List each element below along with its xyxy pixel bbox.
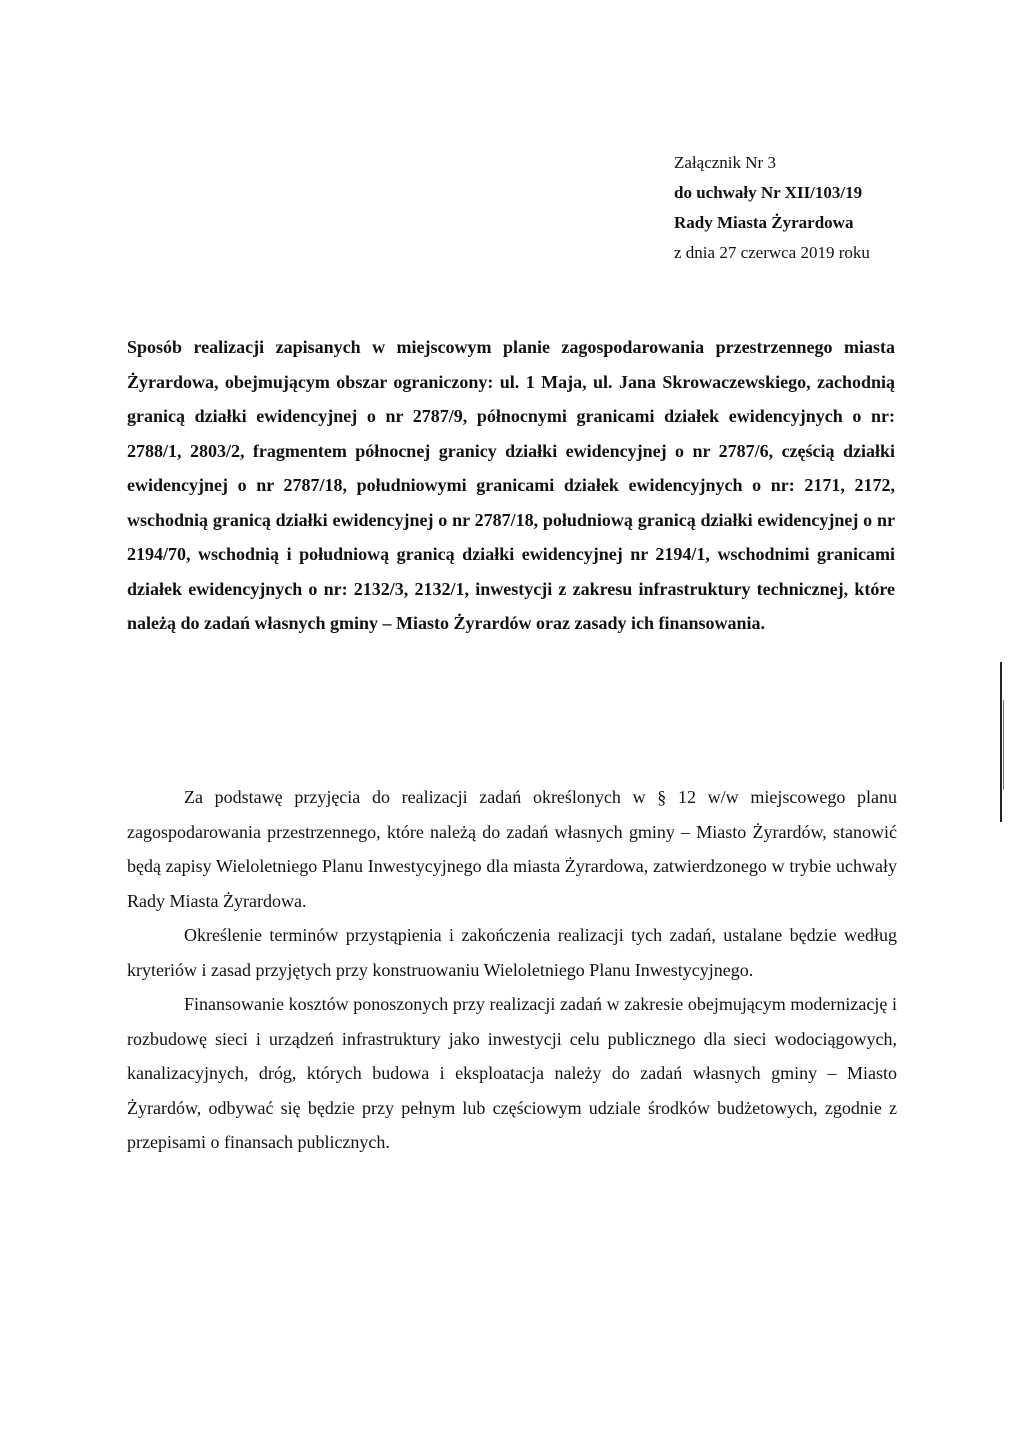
binding-mark xyxy=(1000,662,1002,822)
document-body xyxy=(127,780,897,1160)
body-paragraph: Określenie terminów przystąpienia i zakończenia realizacji tych zadań, ustalane będzie według kryteriów i zasad przyjętych przy konstruowaniu Wieloletniego Planu Inwestycyjnego. xyxy=(127,925,897,980)
body-paragraph: Za podstawę przyjęcia do realizacji zadań określonych w § 12 w/w miejscowego planu zagospodarowania przestrzennego, które należą do zadań własnych gminy – Miasto Żyrardów, stanowić będą zapisy Wieloletniego Planu Inwestycyjnego dla miasta Żyrardowa, zatwierdzonego w trybie uchwały Rady Miasta Żyrardowa. xyxy=(127,787,897,911)
binding-mark xyxy=(1003,700,1004,790)
resolution-date: z dnia 27 czerwca 2019 roku xyxy=(674,243,870,262)
resolution-number: do uchwały Nr XII/103/19 xyxy=(674,183,863,202)
body-paragraph: Finansowanie kosztów ponoszonych przy realizacji zadań w zakresie obejmującym modernizację i rozbudowę sieci i urządzeń infrastruktury jako inwestycji celu publicznego dla sieci wodociągowych, kanalizacyjnych, dróg, których budowa i eksploatacja należy do zadań własnych gminy – Miasto Żyrardów, odbywać się będzie przy pełnym lub częściowym udziale środków budżetowych, zgodnie z przepisami o finansach publicznych. xyxy=(127,994,897,1152)
document-title: Sposób realizacji zapisanych w miejscowym planie zagospodarowania przestrzennego miasta Żyrardowa, obejmującym obszar ograniczony: ul. 1 Maja, ul. Jana Skrowaczewskiego, zachodnią granicą działki ewidencyjnej o nr 2787/9, północnymi granicami działek ewidencyjnych o nr: 2788/1, 2803/2, fragmentem północnej granicy działki ewidencyjnej o nr 2787/6, częścią działki ewidencyjnej o nr 2787/18, południowymi granicami działek ewidencyjnych o nr: 2171, 2172, wschodnią granicą działki ewidencyjnej o nr 2787/18, południową granicą działki ewidencyjnej o nr 2194/70, wschodnią i południową granicą działki ewidencyjnej nr 2194/1, wschodnimi granicami działek ewidencyjnych o nr: 2132/3, 2132/1, inwestycji z zakresu infrastruktury technicznej, które należą do zadań własnych gminy – Miasto Żyrardów oraz zasady ich finansowania. xyxy=(127,337,895,633)
attachment-header xyxy=(674,148,1004,268)
attachment-number: Załącznik Nr 3 xyxy=(674,153,776,172)
council-name: Rady Miasta Żyrardowa xyxy=(674,213,854,232)
